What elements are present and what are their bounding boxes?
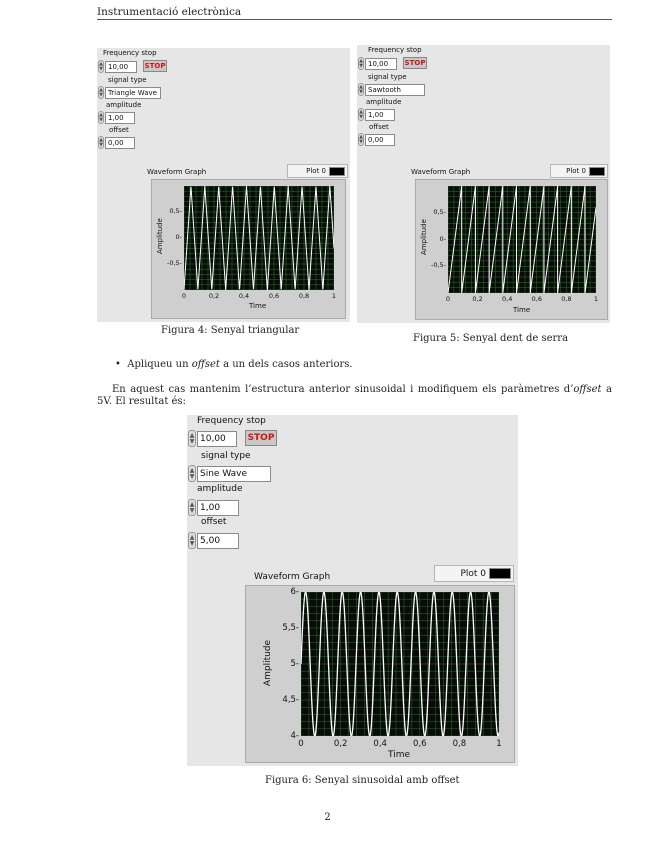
stop-button[interactable]: STOP — [245, 430, 277, 446]
amplitude-control[interactable] — [98, 111, 135, 124]
amplitude-control[interactable] — [358, 108, 395, 121]
bullet-item: • Apliqueu un offset a un dels casos anteriors. — [115, 359, 353, 370]
signal-type-control[interactable] — [98, 86, 161, 99]
waveform-plot-area[interactable] — [184, 186, 334, 290]
offset-spinner-icon[interactable]: ▲ ▼ — [359, 133, 363, 145]
amplitude-label: amplitude — [366, 98, 402, 106]
x-tick-labels — [445, 295, 599, 305]
y-axis-title: Amplitude — [420, 219, 428, 255]
signal-type-select[interactable]: Sawtooth — [365, 84, 425, 96]
amplitude-control[interactable] — [188, 499, 239, 516]
plot-line-style-icon[interactable] — [489, 568, 511, 579]
y-tick-label: 4- — [290, 731, 299, 741]
x-tick-label: 1 — [496, 739, 502, 749]
y-tick-label: 5,5- — [282, 623, 299, 633]
signal-type-spinner-icon[interactable]: ▲ ▼ — [99, 86, 103, 98]
amplitude-spinner-icon[interactable]: ▲ ▼ — [99, 111, 103, 123]
offset-input[interactable]: 0,00 — [105, 137, 135, 149]
signal-type-label: signal type — [108, 76, 147, 84]
amplitude-input[interactable]: 1,00 — [365, 109, 395, 121]
labview-front-panel-triangle — [97, 48, 350, 322]
x-tick-label: 0,2 — [333, 739, 348, 749]
x-tick-label: 0 — [181, 292, 187, 300]
waveform-graph-label: Waveform Graph — [254, 572, 331, 582]
signal-type-spinner-icon[interactable]: ▲ ▼ — [359, 83, 363, 95]
bullet-icon: • — [115, 359, 121, 370]
y-tick-label: -0,5- — [430, 261, 446, 270]
signal-type-label: signal type — [201, 451, 251, 461]
signal-type-label: signal type — [368, 73, 407, 81]
waveform-graph — [415, 179, 608, 320]
waveform-plot-area[interactable] — [301, 592, 499, 736]
x-tick-label: 0 — [298, 739, 304, 749]
labview-front-panel-sawtooth — [357, 45, 610, 323]
frequency-spinner-icon[interactable]: ▲ ▼ — [188, 430, 196, 447]
labview-front-panel-sine-offset — [187, 415, 518, 766]
running-head: Instrumentació electrònica — [97, 6, 242, 18]
waveform-graph-label: Waveform Graph — [147, 168, 207, 176]
x-axis-title: Time — [388, 750, 411, 760]
plot-line-style-icon[interactable] — [329, 167, 345, 176]
offset-label: offset — [109, 126, 129, 134]
y-tick-label: 6- — [290, 587, 299, 597]
frequency-input[interactable]: 10,00 — [105, 61, 137, 73]
frequency-input[interactable]: 10,00 — [197, 431, 237, 447]
x-axis-title: Time — [513, 306, 531, 314]
x-tick-label: 0,6 — [531, 295, 542, 303]
frequency-label: Frequency stop — [197, 416, 266, 426]
plot-legend[interactable] — [287, 164, 348, 178]
figure-4-caption: Figura 4: Senyal triangular — [161, 325, 300, 336]
y-tick-label: 5- — [290, 659, 299, 669]
y-tick-label: 0,5- — [433, 207, 446, 216]
amplitude-input[interactable]: 1,00 — [105, 112, 135, 124]
figure-5-caption: Figura 5: Senyal dent de serra — [413, 333, 569, 344]
stop-button[interactable]: STOP — [144, 62, 166, 70]
frequency-control[interactable] — [188, 430, 237, 447]
offset-spinner-icon[interactable]: ▲ ▼ — [99, 136, 103, 148]
frequency-label: Frequency stop — [103, 49, 157, 57]
frequency-control[interactable] — [358, 57, 397, 70]
x-tick-label: 1 — [331, 292, 337, 300]
y-axis-title: Amplitude — [263, 639, 273, 687]
offset-input[interactable]: 5,00 — [197, 533, 239, 549]
header-rule — [97, 19, 612, 20]
body-paragraph: En aquest cas mantenim l’estructura anterior sinusoidal i modifiquem els paràmetres d’offset a 5V. El resultat és: — [97, 384, 612, 407]
offset-control[interactable] — [98, 136, 135, 149]
x-axis-title: Time — [249, 302, 267, 310]
y-tick-label: 4,5- — [282, 695, 299, 705]
y-tick-label: 0,5- — [169, 207, 182, 215]
page-number: 2 — [324, 812, 331, 823]
x-tick-label: 0,8 — [561, 295, 572, 303]
x-tick-label: 0 — [445, 295, 451, 303]
offset-control[interactable] — [358, 133, 395, 146]
y-tick-label: -0,5- — [166, 259, 182, 267]
plot-line-style-icon[interactable] — [589, 167, 605, 176]
amplitude-label: amplitude — [106, 101, 142, 109]
signal-type-spinner-icon[interactable]: ▲ ▼ — [188, 465, 196, 482]
waveform-graph — [245, 585, 515, 763]
signal-type-select[interactable]: Sine Wave — [197, 466, 271, 482]
plot-legend[interactable] — [434, 565, 514, 582]
offset-label: offset — [369, 123, 389, 131]
plot-legend-label: Plot 0 — [566, 167, 586, 175]
x-tick-label: 0,2 — [472, 295, 483, 303]
x-tick-label: 0,4 — [238, 292, 250, 300]
signal-type-control[interactable] — [358, 83, 425, 96]
frequency-control[interactable] — [98, 60, 137, 73]
plot-legend[interactable] — [550, 164, 608, 178]
x-tick-labels — [181, 292, 337, 302]
amplitude-input[interactable]: 1,00 — [197, 500, 239, 516]
figure-6-caption: Figura 6: Senyal sinusoidal amb offset — [265, 775, 460, 786]
frequency-label: Frequency stop — [368, 46, 422, 54]
amplitude-spinner-icon[interactable]: ▲ ▼ — [188, 499, 196, 516]
signal-type-control[interactable] — [188, 465, 271, 482]
offset-control[interactable] — [188, 532, 239, 549]
waveform-graph-label: Waveform Graph — [411, 168, 471, 176]
offset-input[interactable]: 0,00 — [365, 134, 395, 146]
frequency-spinner-icon[interactable]: ▲ ▼ — [359, 57, 363, 69]
x-tick-label: 0,6 — [268, 292, 280, 300]
plot-legend-label: Plot 0 — [460, 568, 486, 579]
x-tick-label: 0,4 — [502, 295, 513, 303]
x-tick-label: 0,2 — [208, 292, 220, 300]
offset-label: offset — [201, 517, 227, 527]
y-axis-title: Amplitude — [156, 218, 164, 254]
plot-legend-label: Plot 0 — [306, 167, 326, 175]
x-tick-label: 1 — [593, 295, 599, 303]
x-tick-label: 0,8 — [298, 292, 310, 300]
y-tick-label: 0- — [175, 233, 182, 241]
offset-spinner-icon[interactable]: ▲ ▼ — [188, 532, 196, 549]
frequency-input[interactable]: 10,00 — [365, 58, 397, 70]
waveform-graph — [151, 179, 346, 319]
waveform-plot-area[interactable] — [448, 186, 596, 293]
x-tick-label: 0,8 — [452, 739, 467, 749]
x-tick-label: 0,6 — [413, 739, 427, 749]
amplitude-spinner-icon[interactable]: ▲ ▼ — [359, 108, 363, 120]
x-tick-label: 0,4 — [373, 739, 387, 749]
amplitude-label: amplitude — [197, 484, 243, 494]
stop-button[interactable]: STOP — [404, 59, 426, 67]
y-tick-label: 0- — [439, 234, 446, 243]
frequency-spinner-icon[interactable]: ▲ ▼ — [99, 60, 103, 72]
signal-type-select[interactable]: Triangle Wave — [105, 87, 161, 99]
